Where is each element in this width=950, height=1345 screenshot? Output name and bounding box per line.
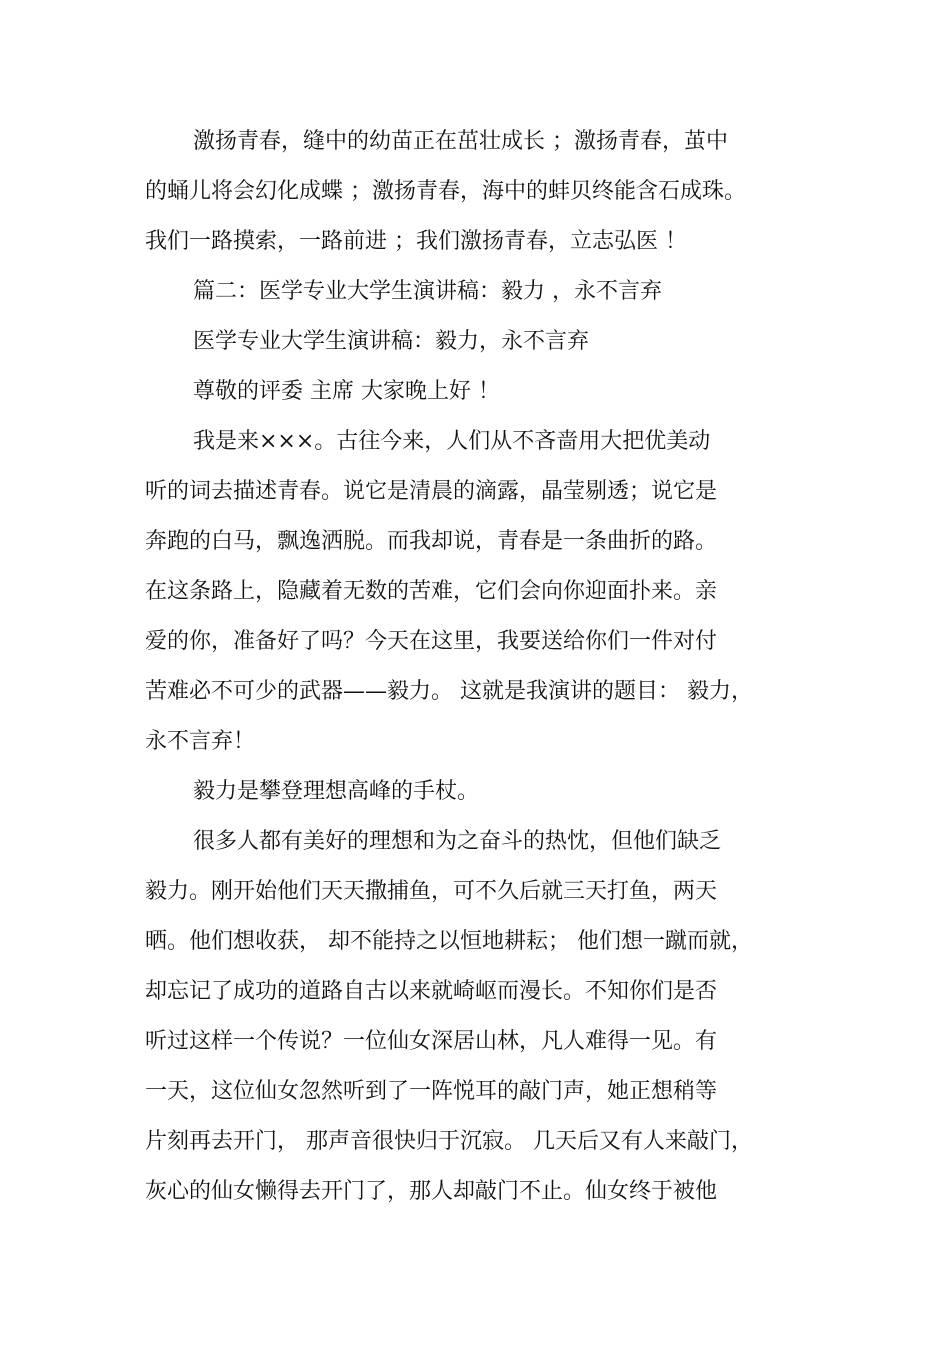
paragraph-line: 我是来×××。古往今来，人们从不吝啬用大把优美动 (193, 429, 711, 454)
speech-title: 医学专业大学生演讲稿：毅力，永不言弃 (193, 329, 590, 354)
paragraph-line: 却忘记了成功的道路自古以来就崎岖而漫长。不知你们是否 (145, 979, 718, 1004)
paragraph-line: 奔跑的白马，飘逸洒脱。而我却说，青春是一条曲折的路。 (145, 529, 718, 554)
paragraph-line: 在这条路上，隐藏着无数的苦难，它们会向你迎面扑来。亲 (145, 579, 718, 604)
paragraph-line: 爱的你，准备好了吗？今天在这里，我要送给你们一件对付 (145, 629, 718, 654)
paragraph-line: 很多人都有美好的理想和为之奋斗的热忱，但他们缺乏 (193, 829, 722, 854)
paragraph-line: 苦难必不可少的武器——毅力。 这就是我演讲的题目： 毅力， (145, 679, 753, 704)
paragraph-line: 毅力。刚开始他们天天撒捕鱼，可不久后就三天打鱼，两天 (145, 879, 718, 904)
paragraph-line: 晒。他们想收获， 却不能持之以恒地耕耘； 他们想一蹴而就， (145, 929, 753, 954)
paragraph-line: 一天，这位仙女忽然听到了一阵悦耳的敲门声，她正想稍等 (145, 1079, 718, 1104)
section-heading: 篇二：医学专业大学生演讲稿：毅力 ，永不言弃 (193, 279, 662, 304)
paragraph-line: 我们一路摸索，一路前进 ；我们激扬青春，立志弘医 ！ (145, 229, 687, 254)
paragraph-line: 永不言弃！ (145, 729, 256, 754)
paragraph-line: 听的词去描述青春。说它是清晨的滴露，晶莹剔透；说它是 (145, 479, 718, 504)
paragraph-line: 的蛹儿将会幻化成蝶 ；激扬青春，海中的蚌贝终能含石成珠。 (145, 179, 746, 204)
paragraph-line: 激扬青春，缝中的幼苗正在茁壮成长 ；激扬青春，茧中 (193, 129, 728, 154)
paragraph-line: 听过这样一个传说？一位仙女深居山林，凡人难得一见。有 (145, 1029, 718, 1054)
paragraph-line: 片刻再去开门， 那声音很快归于沉寂。 几天后又有人来敲门， (145, 1129, 753, 1154)
greeting-line: 尊敬的评委 主席 大家晚上好 ！ (193, 379, 500, 404)
paragraph-line: 灰心的仙女懒得去开门了，那人却敲门不止。仙女终于被他 (145, 1179, 718, 1204)
paragraph-line: 毅力是攀登理想高峰的手杖。 (193, 779, 480, 804)
